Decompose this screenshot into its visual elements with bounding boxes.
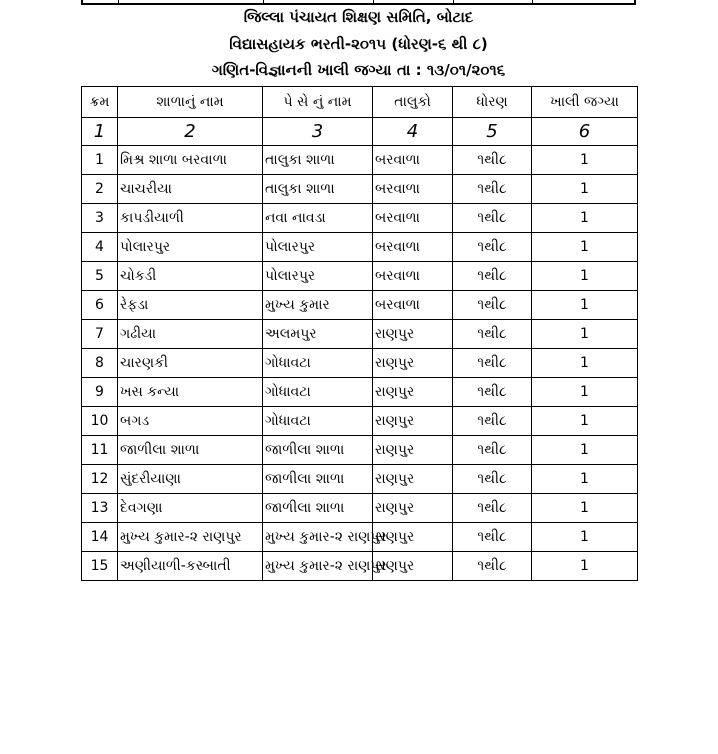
row-vacancy-count: 1	[532, 552, 638, 581]
col-number: 6	[532, 118, 638, 146]
table-row	[82, 523, 638, 552]
previous-table-divider	[263, 0, 264, 5]
row-taluka: રાણપુર	[373, 552, 453, 581]
row-serial: 5	[82, 262, 118, 291]
row-taluka: રાણપુર	[373, 436, 453, 465]
table-row	[82, 552, 638, 581]
row-taluka: રાણપુર	[373, 523, 453, 552]
table-row	[82, 465, 638, 494]
title-district-committee: જિલ્લા પંચાયત શિક્ષણ સમિતિ, બોટાદ	[243, 8, 474, 26]
row-pay-center: તાલુકા શાળા	[263, 146, 373, 175]
row-pay-center: જાળીલા શાળા	[263, 436, 373, 465]
row-school-name: મુખ્ય કુમાર-૨ રાણપુર	[118, 523, 263, 552]
previous-table-divider	[532, 0, 533, 5]
row-vacancy-count: 1	[532, 204, 638, 233]
col-number: 1	[82, 118, 118, 146]
table-row	[82, 320, 638, 349]
previous-table-divider	[453, 0, 454, 5]
row-standard: ૧થી૮	[453, 349, 532, 378]
previous-table-divider	[373, 0, 374, 5]
previous-table-edge	[81, 0, 636, 5]
row-vacancy-count: 1	[532, 407, 638, 436]
row-standard: ૧થી૮	[453, 146, 532, 175]
row-vacancy-count: 1	[532, 262, 638, 291]
col-header-school: શાળાનું નામ	[118, 87, 263, 118]
table-row	[82, 378, 638, 407]
table-row	[82, 175, 638, 204]
row-taluka: રાણપુર	[373, 465, 453, 494]
row-pay-center: મુખ્ય કુમાર-૨ રાણપુર	[263, 552, 373, 581]
col-header-standard: ધોરણ	[453, 87, 532, 118]
row-vacancy-count: 1	[532, 465, 638, 494]
row-vacancy-count: 1	[532, 523, 638, 552]
row-vacancy-count: 1	[532, 349, 638, 378]
column-number-row	[82, 118, 638, 146]
table-row	[82, 494, 638, 523]
row-serial: 11	[82, 436, 118, 465]
col-header-pay-center: પે સે નું નામ	[263, 87, 373, 118]
row-taluka: બરવાળા	[373, 291, 453, 320]
row-pay-center: મુખ્ય કુમાર-૨ રાણપુર	[263, 523, 373, 552]
row-serial: 6	[82, 291, 118, 320]
row-vacancy-count: 1	[532, 233, 638, 262]
table-row	[82, 204, 638, 233]
row-pay-center: જાળીલા શાળા	[263, 465, 373, 494]
row-vacancy-count: 1	[532, 436, 638, 465]
vacancy-table	[81, 86, 638, 581]
row-taluka: રાણપુર	[373, 320, 453, 349]
row-vacancy-count: 1	[532, 378, 638, 407]
row-vacancy-count: 1	[532, 175, 638, 204]
row-taluka: બરવાળા	[373, 146, 453, 175]
row-vacancy-count: 1	[532, 320, 638, 349]
row-standard: ૧થી૮	[453, 407, 532, 436]
row-standard: ૧થી૮	[453, 494, 532, 523]
col-header-vacancy: ખાલી જગ્યા	[532, 87, 638, 118]
row-vacancy-count: 1	[532, 146, 638, 175]
row-standard: ૧થી૮	[453, 436, 532, 465]
row-standard: ૧થી૮	[453, 262, 532, 291]
row-taluka: બરવાળા	[373, 204, 453, 233]
table-row	[82, 349, 638, 378]
row-pay-center: પોલારપુર	[263, 262, 373, 291]
col-number: 5	[453, 118, 532, 146]
row-standard: ૧થી૮	[453, 552, 532, 581]
row-school-name: મિશ્ર શાળા બરવાળા	[118, 146, 263, 175]
row-taluka: બરવાળા	[373, 262, 453, 291]
row-standard: ૧થી૮	[453, 320, 532, 349]
row-pay-center: નવા નાવડા	[263, 204, 373, 233]
row-pay-center: તાલુકા શાળા	[263, 175, 373, 204]
row-standard: ૧થી૮	[453, 465, 532, 494]
table-row	[82, 436, 638, 465]
row-serial: 1	[82, 146, 118, 175]
table-row	[82, 291, 638, 320]
row-taluka: રાણપુર	[373, 378, 453, 407]
row-serial: 9	[82, 378, 118, 407]
row-taluka: બરવાળા	[373, 175, 453, 204]
row-standard: ૧થી૮	[453, 291, 532, 320]
table-row	[82, 262, 638, 291]
row-taluka: રાણપુર	[373, 494, 453, 523]
row-serial: 13	[82, 494, 118, 523]
row-school-name: ચાચરીયા	[118, 175, 263, 204]
row-school-name: ગઢીયા	[118, 320, 263, 349]
table-row	[82, 233, 638, 262]
table-row	[82, 146, 638, 175]
row-school-name: બગડ	[118, 407, 263, 436]
row-pay-center: ગોધાવટા	[263, 349, 373, 378]
row-serial: 15	[82, 552, 118, 581]
row-school-name: પોલારપુર	[118, 233, 263, 262]
row-standard: ૧થી૮	[453, 204, 532, 233]
row-school-name: સુંદરીયાણા	[118, 465, 263, 494]
col-header-serial: ક્રમ	[82, 87, 118, 118]
row-school-name: અણીયાળી-કસ્બાતી	[118, 552, 263, 581]
row-serial: 7	[82, 320, 118, 349]
col-number: 3	[263, 118, 373, 146]
row-serial: 10	[82, 407, 118, 436]
row-taluka: રાણપુર	[373, 349, 453, 378]
row-taluka: રાણપુર	[373, 407, 453, 436]
row-standard: ૧થી૮	[453, 523, 532, 552]
row-vacancy-count: 1	[532, 291, 638, 320]
row-serial: 8	[82, 349, 118, 378]
row-pay-center: જાળીલા શાળા	[263, 494, 373, 523]
row-school-name: જાળીલા શાળા	[118, 436, 263, 465]
header-row	[82, 87, 638, 118]
table-body	[82, 146, 638, 581]
row-school-name: કાપડીયાળી	[118, 204, 263, 233]
row-school-name: ચારણકી	[118, 349, 263, 378]
row-pay-center: મુખ્ય કુમાર	[263, 291, 373, 320]
row-serial: 3	[82, 204, 118, 233]
row-taluka: બરવાળા	[373, 233, 453, 262]
row-pay-center: ગોધાવટા	[263, 407, 373, 436]
row-standard: ૧થી૮	[453, 378, 532, 407]
row-school-name: રેફડા	[118, 291, 263, 320]
row-standard: ૧થી૮	[453, 175, 532, 204]
row-serial: 4	[82, 233, 118, 262]
row-pay-center: પોલારપુર	[263, 233, 373, 262]
row-school-name: દેવગણા	[118, 494, 263, 523]
col-number: 4	[373, 118, 453, 146]
row-serial: 2	[82, 175, 118, 204]
row-pay-center: અલમપુર	[263, 320, 373, 349]
row-pay-center: ગોધાવટા	[263, 378, 373, 407]
row-standard: ૧થી૮	[453, 233, 532, 262]
row-vacancy-count: 1	[532, 494, 638, 523]
table-row	[82, 407, 638, 436]
row-school-name: ખસ કન્યા	[118, 378, 263, 407]
row-serial: 12	[82, 465, 118, 494]
row-serial: 14	[82, 523, 118, 552]
col-number: 2	[118, 118, 263, 146]
previous-table-divider	[118, 0, 119, 5]
title-vacancy-date: ગણિત-વિજ્ઞાનની ખાલી જગ્યા તા : ૧૩/૦૧/૨૦૧૬	[211, 61, 506, 79]
row-school-name: ચોકડી	[118, 262, 263, 291]
col-header-taluka: તાલુકો	[373, 87, 453, 118]
title-recruitment: વિદ્યાસહાયક ભરતી-૨૦૧૫ (ધોરણ-૬ થી ૮)	[229, 35, 488, 53]
